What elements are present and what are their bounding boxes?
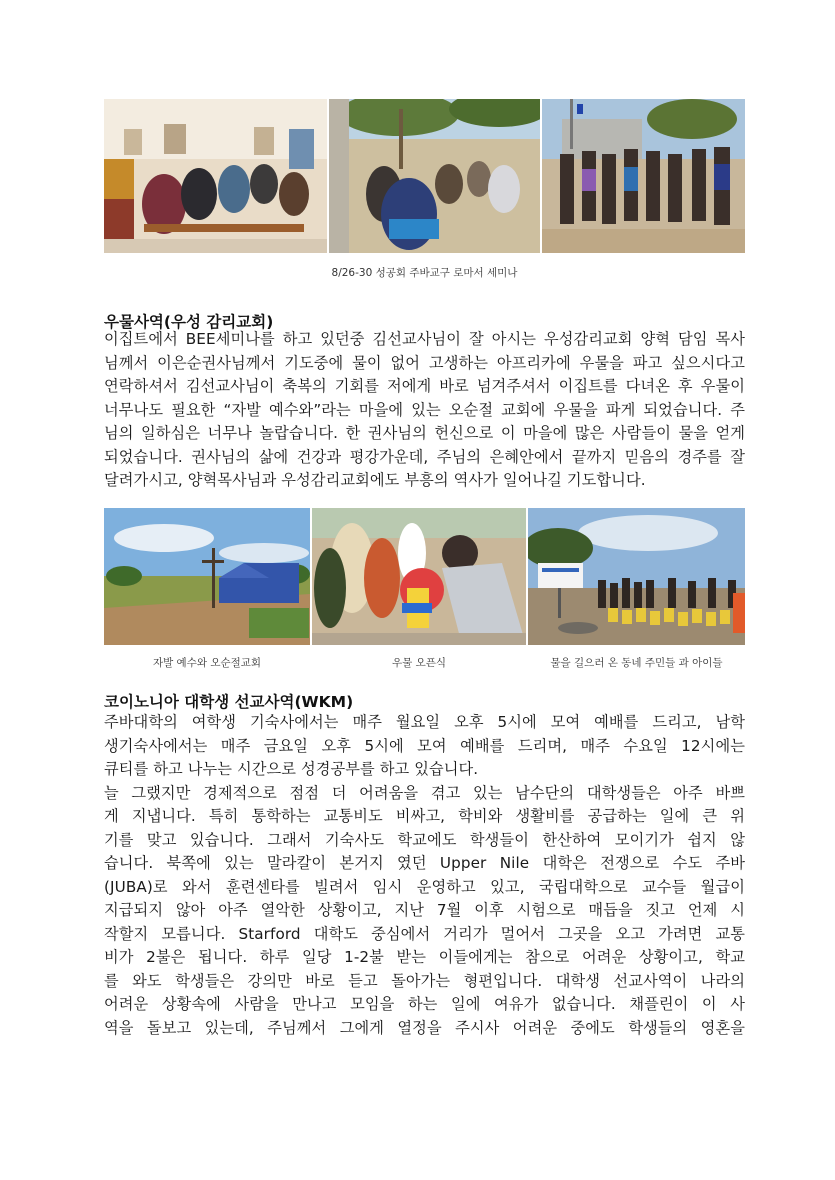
paragraph-line: 역을 돌보고 있는데, 주님께서 그에게 열정을 주시사 어려운 중에도 학생들의 영혼을 [104,1018,745,1037]
top-photo-caption: 8/26-30 성공회 주바교구 로마서 세미나 [331,267,518,279]
villagers-water-caption: 물을 길으러 온 동네 주민들 과 아이들 [550,657,723,669]
church-tent-caption: 자발 예수와 오순절교회 [152,657,262,669]
paragraph-line: 생기숙사에서는 매주 금요일 오후 5시에 모여 예배를 드리며, 매주 수요일 12시에는 [104,736,745,755]
wkm-section-paragraph [104,711,745,1040]
paragraph-line: 기를 맞고 있습니다. 그래서 기숙사도 학교에도 학생들이 한산하여 모이기가 쉽지 않 [104,830,745,849]
villagers-water-photo [528,508,745,645]
paragraph-line: 달려가시고, 양혁목사님과 우성감리교회에도 부흥의 역사가 일어나길 기도합니다. [104,471,646,489]
paragraph-line: 너무나도 필요한 “자발 예수와”라는 마을에 있는 오순절 교회에 우물을 파게 되었습니다. 주 [104,400,745,419]
wkm-section-heading: 코이노니아 대학생 선교사역(WKM) [104,693,354,711]
paragraph-line: 지급되지 않아 아주 열악한 상황이고, 지난 7월 이후 시험으로 매듭을 짓고 언제 시 [104,901,745,919]
well-section-heading: 우물사역(우성 감리교회) [104,313,274,331]
paragraph-line: 를 와도 학생들은 강의만 바로 듣고 돌아가는 형편입니다. 대학생 선교사역이 나라의 [104,971,745,990]
paragraph-line: 비가 2불은 됩니다. 하루 일당 1-2불 받는 이들에게는 참으로 어려운 상황이고, 학교 [104,948,745,966]
seminar-classroom-photo [104,99,327,253]
paragraph-line: 작할지 모릅니다. Starford 대학도 중심에서 거리가 멀어서 그곳을 오고 가려면 교통 [104,924,745,943]
paragraph-line: 습니다. 북쪽에 있는 말라칼이 본거지 였던 Upper Nile 대학은 전쟁으로 수도 주바 [104,854,745,872]
well-opening-photo [312,508,526,645]
well-opening-caption: 우물 오픈식 [391,657,447,669]
paragraph-line: 주바대학의 여학생 기숙사에서는 매주 월요일 오후 5시에 모여 예배를 드리고, 남학 [104,713,745,731]
paragraph-line: 연락하셔서 김선교사님이 축복의 기회를 저에게 바로 넘겨주셔서 이집트를 다녀온 후 우물이 [104,377,745,395]
church-tent-photo [104,508,310,645]
paragraph-line: 님의 일하심은 너무나 놀랍습니다. 한 권사님의 헌신으로 이 마을에 많은 사람들이 물을 얻게 [104,424,745,442]
paragraph-line: 게 지냅니다. 특히 통학하는 교통비도 비싸고, 학비와 생활비를 공급하는 일에 큰 위 [104,807,745,825]
seminar-group-photo [542,99,745,253]
paragraph-line: 어려운 상황속에 사람을 만나고 모임을 하는 일에 여유가 없습니다. 채플린이 이 사 [104,995,745,1013]
well-photo-row [104,508,745,645]
paragraph-line: 되었습니다. 권사님의 삶에 건강과 평강가운데, 주님의 은혜안에서 끝까지 믿음의 경주를 잘 [104,447,745,466]
paragraph-line: 큐티를 하고 나누는 시간으로 성경공부를 하고 있습니다. [104,760,479,778]
paragraph-line: 이집트에서 BEE세미나를 하고 있던중 김선교사님이 잘 아시는 우성감리교회 양혁 담임 목사 [104,330,745,348]
well-section-paragraph [104,328,745,493]
paragraph-line: (JUBA)로 와서 훈련센타를 빌려서 임시 운영하고 있고, 국립대학으로 교수들 월급이 [104,877,745,896]
paragraph-line: 님께서 이은순권사님께서 기도중에 물이 없어 고생하는 아프리카에 우물을 파고 싶으시다고 [104,353,745,372]
paragraph-line: 늘 그랬지만 경제적으로 점점 더 어려움을 겪고 있는 남수단의 대학생들은 아주 바쁘 [104,783,745,802]
top-photo-row [104,99,745,253]
seminar-outdoor-photo [329,99,540,253]
